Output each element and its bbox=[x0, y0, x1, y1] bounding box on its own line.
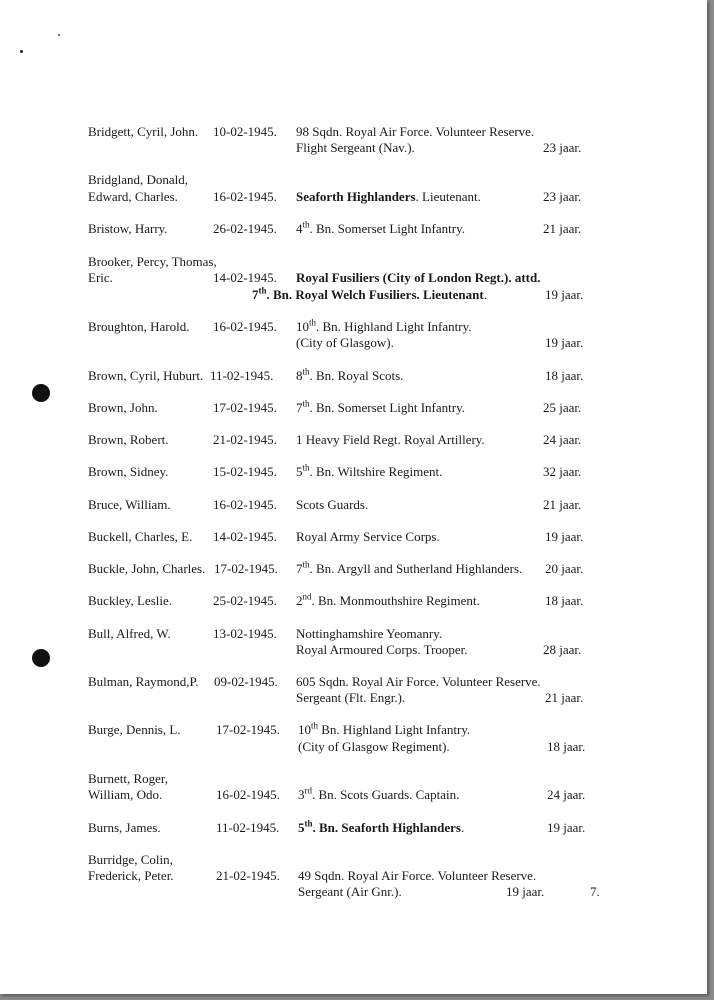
ordinal-suffix: th bbox=[302, 219, 310, 230]
entry-age: 19 jaar. bbox=[547, 820, 586, 835]
unit-text: . Bn. Royal Welch Fusiliers. Lieutenant bbox=[266, 287, 484, 302]
unit-text: . Bn. Somerset Light Infantry. bbox=[309, 400, 466, 415]
ordinal-suffix: rd bbox=[304, 785, 312, 796]
entry-name: William, Odo. bbox=[88, 787, 163, 802]
unit-number: 3 bbox=[298, 787, 305, 802]
punch-hole bbox=[32, 384, 50, 402]
entry-date: 10-02-1945. bbox=[213, 124, 277, 139]
entry-age: 19 jaar. bbox=[545, 529, 584, 544]
entry-date: 11-02-1945. bbox=[210, 368, 274, 383]
entry-date: 13-02-1945. bbox=[213, 626, 277, 641]
entry-name: Frederick, Peter. bbox=[88, 868, 174, 883]
entry-unit bbox=[298, 722, 470, 738]
entry-date: 14-02-1945. bbox=[213, 270, 277, 285]
entry-age: 18 jaar. bbox=[547, 739, 586, 754]
entry-age: 20 jaar. bbox=[545, 561, 584, 576]
entry-unit: Scots Guards. bbox=[296, 497, 369, 512]
entry-name: Bristow, Harry. bbox=[88, 221, 168, 236]
entry-name: Bruce, William. bbox=[88, 497, 171, 512]
unit-number: 2 bbox=[296, 593, 303, 608]
entry-name: Brown, Cyril, Huburt. bbox=[88, 368, 204, 383]
entry-date: 15-02-1945. bbox=[213, 464, 277, 479]
entry-name: Burnett, Roger, bbox=[88, 771, 168, 786]
ordinal-suffix: th bbox=[304, 818, 313, 829]
entry-name: Buckell, Charles, E. bbox=[88, 529, 193, 544]
unit-text: . Bn. Argyll and Sutherland Highlanders. bbox=[309, 561, 523, 576]
entry-date: 21-02-1945. bbox=[213, 432, 277, 447]
unit-text: . Bn. Royal Scots. bbox=[309, 368, 404, 383]
entry-name: Eric. bbox=[88, 270, 113, 285]
punch-hole bbox=[32, 649, 50, 667]
entry-unit: 1 Heavy Field Regt. Royal Artillery. bbox=[296, 432, 485, 447]
ordinal-suffix: th bbox=[302, 559, 310, 570]
entry-rank: Sergeant (Flt. Engr.). bbox=[296, 690, 406, 705]
entry-age: 21 jaar. bbox=[543, 497, 582, 512]
entry-age: 25 jaar. bbox=[543, 400, 582, 415]
entry-unit bbox=[296, 189, 481, 205]
entry-name: Brown, John. bbox=[88, 400, 158, 415]
entry-unit bbox=[296, 400, 465, 416]
entry-name: Bridgland, Donald, bbox=[88, 172, 189, 187]
entry-name: Buckley, Leslie. bbox=[88, 593, 172, 608]
entry-unit bbox=[296, 561, 522, 577]
unit-number: 7 bbox=[296, 400, 303, 415]
unit-number: 5 bbox=[296, 464, 303, 479]
entry-unit: Nottinghamshire Yeomanry. bbox=[296, 626, 443, 641]
entry-unit: Royal Army Service Corps. bbox=[296, 529, 440, 544]
entry-age: 19 jaar. bbox=[545, 287, 584, 302]
entry-date: 14-02-1945. bbox=[213, 529, 277, 544]
entry-age: 23 jaar. bbox=[543, 140, 582, 155]
entry-name: Brown, Sidney. bbox=[88, 464, 169, 479]
entry-unit bbox=[298, 820, 464, 836]
entry-age: 21 jaar. bbox=[545, 690, 584, 705]
entry-unit-detail: (City of Glasgow). bbox=[296, 335, 394, 350]
entry-name: Burns, James. bbox=[88, 820, 161, 835]
entry-date: 17-02-1945. bbox=[214, 561, 278, 576]
page-number: 7. bbox=[590, 884, 600, 899]
entry-name: Burge, Dennis, L. bbox=[88, 722, 181, 737]
unit-number: 5 bbox=[298, 820, 305, 835]
ordinal-suffix: th bbox=[309, 317, 317, 328]
entry-name: Bull, Alfred, W. bbox=[88, 626, 171, 641]
unit-bold-text: Seaforth Highlanders bbox=[296, 189, 416, 204]
entry-name: Buckle, John, Charles. bbox=[88, 561, 206, 576]
entry-age: 18 jaar. bbox=[545, 368, 584, 383]
unit-text: . bbox=[460, 820, 465, 835]
unit-text: . Lieutenant. bbox=[415, 189, 481, 204]
entry-unit bbox=[296, 593, 480, 609]
entry-age: 28 jaar. bbox=[543, 642, 582, 657]
entry-unit-detail: (City of Glasgow Regiment). bbox=[298, 739, 450, 754]
entry-age: 18 jaar. bbox=[545, 593, 584, 608]
entry-date: 16-02-1945. bbox=[213, 189, 277, 204]
ordinal-suffix: th bbox=[302, 398, 310, 409]
ordinal-suffix: th bbox=[258, 285, 267, 296]
entry-age: 21 jaar. bbox=[543, 221, 582, 236]
entry-age: 24 jaar. bbox=[543, 432, 582, 447]
entry-date: 16-02-1945. bbox=[216, 787, 280, 802]
speck-mark bbox=[20, 50, 23, 53]
unit-text: . Bn. Highland Light Infantry. bbox=[316, 319, 472, 334]
entry-unit: 49 Sqdn. Royal Air Force. Volunteer Reserve. bbox=[298, 868, 537, 883]
unit-text: . Bn. Monmouthshire Regiment. bbox=[311, 593, 480, 608]
unit-text: . Bn. Scots Guards. Captain. bbox=[312, 787, 460, 802]
unit-text: . bbox=[483, 287, 487, 302]
entry-age: 23 jaar. bbox=[543, 189, 582, 204]
entry-unit bbox=[296, 319, 472, 335]
entry-date: 09-02-1945. bbox=[214, 674, 278, 689]
entry-name: Brown, Robert. bbox=[88, 432, 169, 447]
unit-number: 7 bbox=[296, 561, 303, 576]
ordinal-suffix: th bbox=[302, 462, 310, 473]
entry-date: 26-02-1945. bbox=[213, 221, 277, 236]
speck-mark bbox=[58, 34, 60, 36]
entry-date: 16-02-1945. bbox=[213, 497, 277, 512]
entry-name: Bridgett, Cyril, John. bbox=[88, 124, 199, 139]
entry-rank: Sergeant (Air Gnr.). bbox=[298, 884, 402, 899]
entry-date: 17-02-1945. bbox=[213, 400, 277, 415]
entry-date: 17-02-1945. bbox=[216, 722, 280, 737]
entry-name: Bulman, Raymond,P. bbox=[88, 674, 199, 689]
entry-rank bbox=[252, 287, 487, 303]
entry-age: 19 jaar. bbox=[545, 335, 584, 350]
entry-age: 24 jaar. bbox=[547, 787, 586, 802]
entry-unit bbox=[296, 368, 403, 384]
ordinal-suffix: nd bbox=[302, 591, 312, 602]
entry-date: 16-02-1945. bbox=[213, 319, 277, 334]
entry-unit bbox=[298, 787, 459, 803]
entry-age: 19 jaar. bbox=[506, 884, 545, 899]
unit-number: 4 bbox=[296, 221, 303, 236]
entry-name: Brooker, Percy, Thomas, bbox=[88, 254, 217, 269]
entry-rank: Royal Armoured Corps. Trooper. bbox=[296, 642, 468, 657]
entry-unit bbox=[296, 464, 442, 480]
entry-unit: Royal Fusiliers (City of London Regt.). attd. bbox=[296, 270, 541, 285]
unit-text: . Bn. Wiltshire Regiment. bbox=[309, 464, 443, 479]
unit-number: 10 bbox=[298, 722, 311, 737]
unit-text: Bn. Highland Light Infantry. bbox=[318, 722, 471, 737]
entry-rank: Flight Sergeant (Nav.). bbox=[296, 140, 415, 155]
entry-date: 11-02-1945. bbox=[216, 820, 280, 835]
ordinal-suffix: th bbox=[311, 720, 319, 731]
unit-bold-text: . Bn. Seaforth Highlanders bbox=[312, 820, 461, 835]
entry-name: Burridge, Colin, bbox=[88, 852, 173, 867]
entry-unit: 98 Sqdn. Royal Air Force. Volunteer Reserve. bbox=[296, 124, 535, 139]
entry-unit: 605 Sqdn. Royal Air Force. Volunteer Reserve. bbox=[296, 674, 541, 689]
entry-date: 21-02-1945. bbox=[216, 868, 280, 883]
entry-date: 25-02-1945. bbox=[213, 593, 277, 608]
entry-name: Edward, Charles. bbox=[88, 189, 178, 204]
entry-age: 32 jaar. bbox=[543, 464, 582, 479]
unit-number: 8 bbox=[296, 368, 303, 383]
unit-text: . Bn. Somerset Light Infantry. bbox=[309, 221, 466, 236]
entry-name: Broughton, Harold. bbox=[88, 319, 190, 334]
entry-unit bbox=[296, 221, 465, 237]
unit-number: 7 bbox=[252, 287, 259, 302]
ordinal-suffix: th bbox=[302, 366, 310, 377]
unit-number: 10 bbox=[296, 319, 309, 334]
